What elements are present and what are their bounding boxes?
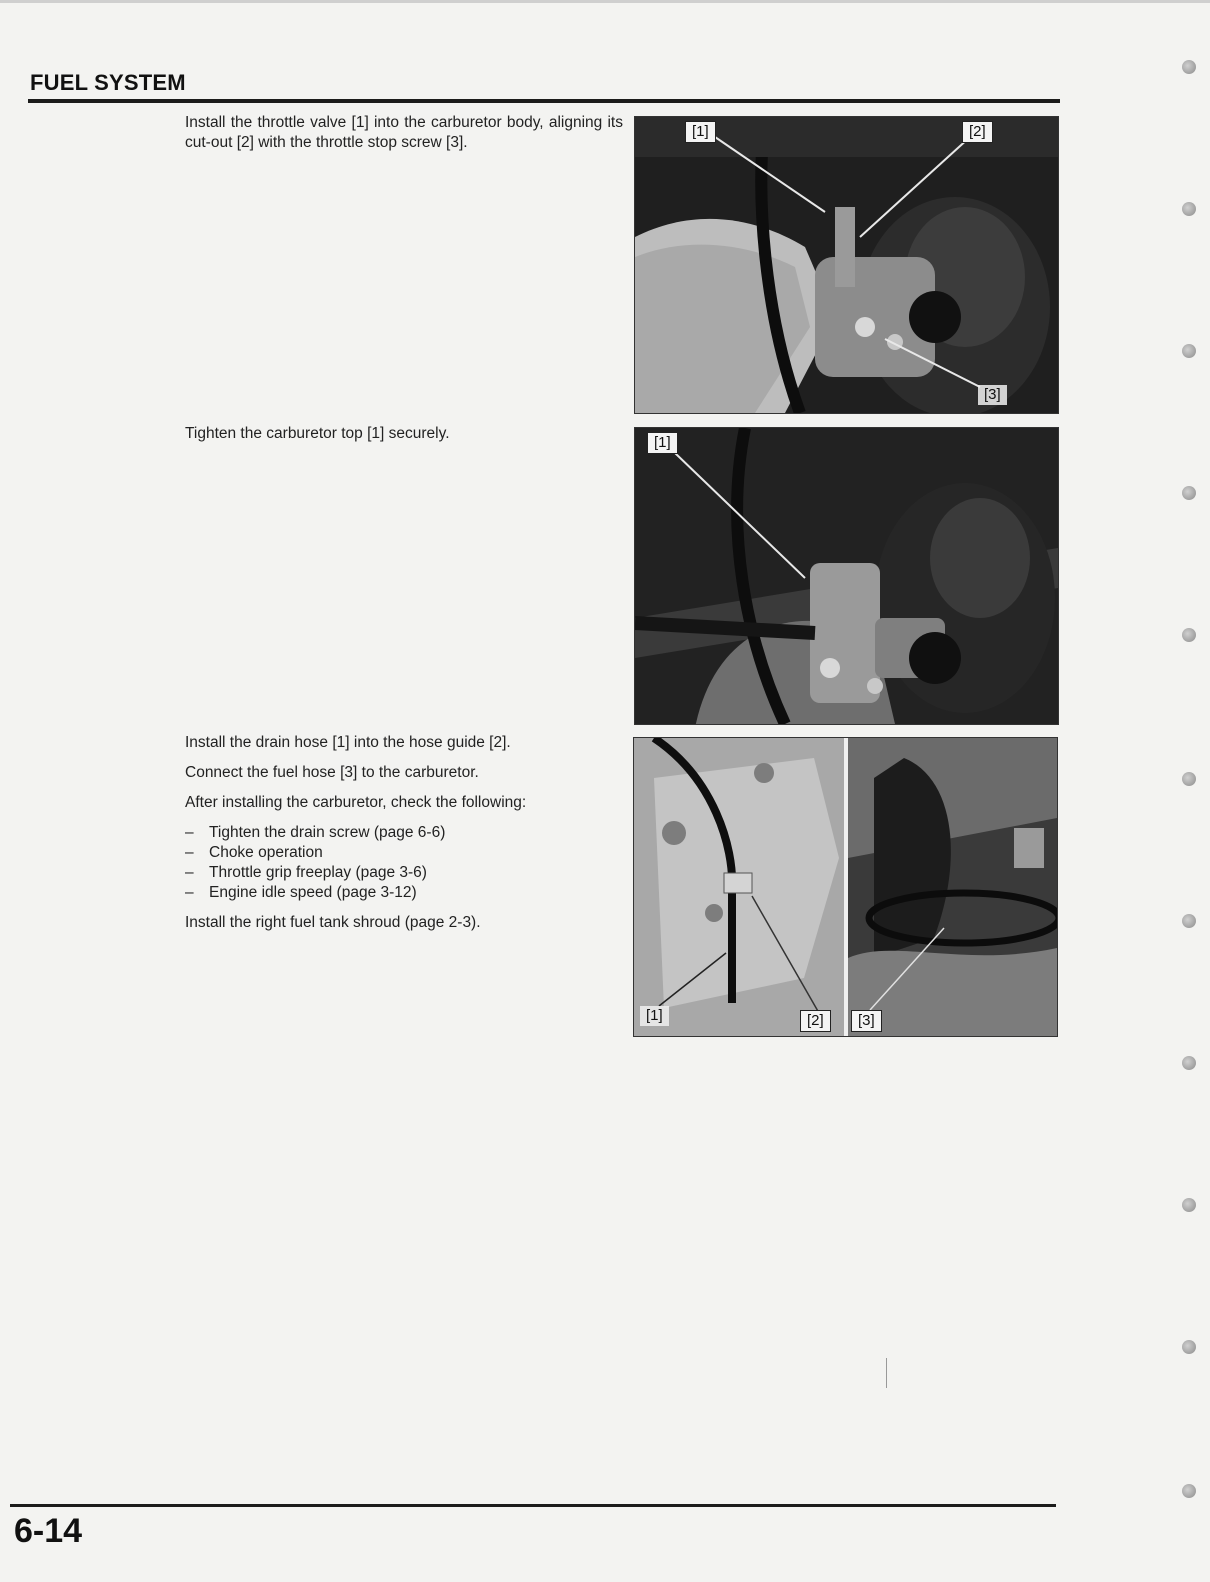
- fig3-callout-1: [1]: [640, 1006, 669, 1026]
- figure-drain-hose-photo: [634, 738, 1057, 1036]
- binder-hole: [1182, 1198, 1196, 1212]
- figure-carburetor-top: [634, 427, 1059, 725]
- check-item: – Throttle grip freeplay (page 3-6): [185, 864, 427, 881]
- step3-text: [185, 733, 605, 943]
- step3-line1: Install the drain hose [1] into the hose guide [2].: [185, 734, 511, 751]
- check-item: – Engine idle speed (page 3-12): [185, 884, 417, 901]
- figure-drain-hose: [633, 737, 1058, 1037]
- figure-throttle-valve: [634, 116, 1059, 414]
- margin-mark: [886, 1358, 887, 1388]
- figure-carburetor-top-photo: [635, 428, 1058, 724]
- binder-hole: [1182, 344, 1196, 358]
- fig1-callout-3: [3]: [978, 385, 1007, 405]
- binder-hole: [1182, 1056, 1196, 1070]
- dash-glyph: –: [185, 824, 194, 841]
- fig2-callout-1: [1]: [647, 432, 678, 454]
- check-item: – Choke operation: [185, 844, 323, 861]
- footer-rule: [10, 1504, 1056, 1507]
- page-number: 6-14: [14, 1512, 83, 1550]
- check-list: [185, 823, 605, 903]
- dash-glyph: –: [185, 864, 194, 881]
- step3-line3: After installing the carburetor, check the following:: [185, 794, 527, 811]
- step1-text: Install the throttle valve [1] into the carburetor body, aligning its cut-out [2] with the throttle stop screw [3].: [185, 114, 623, 151]
- binder-hole: [1182, 1484, 1196, 1498]
- fig3-callout-3: [3]: [851, 1010, 882, 1032]
- binder-hole: [1182, 772, 1196, 786]
- binder-hole: [1182, 202, 1196, 216]
- step2-text: Tighten the carburetor top [1] securely.: [185, 425, 450, 442]
- title-rule: [28, 99, 1060, 103]
- binder-hole: [1182, 628, 1196, 642]
- binder-hole: [1182, 914, 1196, 928]
- dash-glyph: –: [185, 844, 194, 861]
- binder-hole: [1182, 60, 1196, 74]
- check-item: – Tighten the drain screw (page 6-6): [185, 824, 446, 841]
- step3-line4: Install the right fuel tank shroud (page 2-3).: [185, 914, 481, 931]
- step3-line2: Connect the fuel hose [3] to the carburetor.: [185, 764, 479, 781]
- fig1-callout-2: [2]: [962, 121, 993, 143]
- dash-glyph: –: [185, 884, 194, 901]
- figure-throttle-valve-photo: [635, 117, 1058, 413]
- fig3-callout-2: [2]: [800, 1010, 831, 1032]
- section-title: FUEL SYSTEM: [30, 70, 186, 95]
- top-border: [0, 0, 1210, 3]
- binder-hole: [1182, 1340, 1196, 1354]
- fig1-callout-1: [1]: [685, 121, 716, 143]
- binder-hole: [1182, 486, 1196, 500]
